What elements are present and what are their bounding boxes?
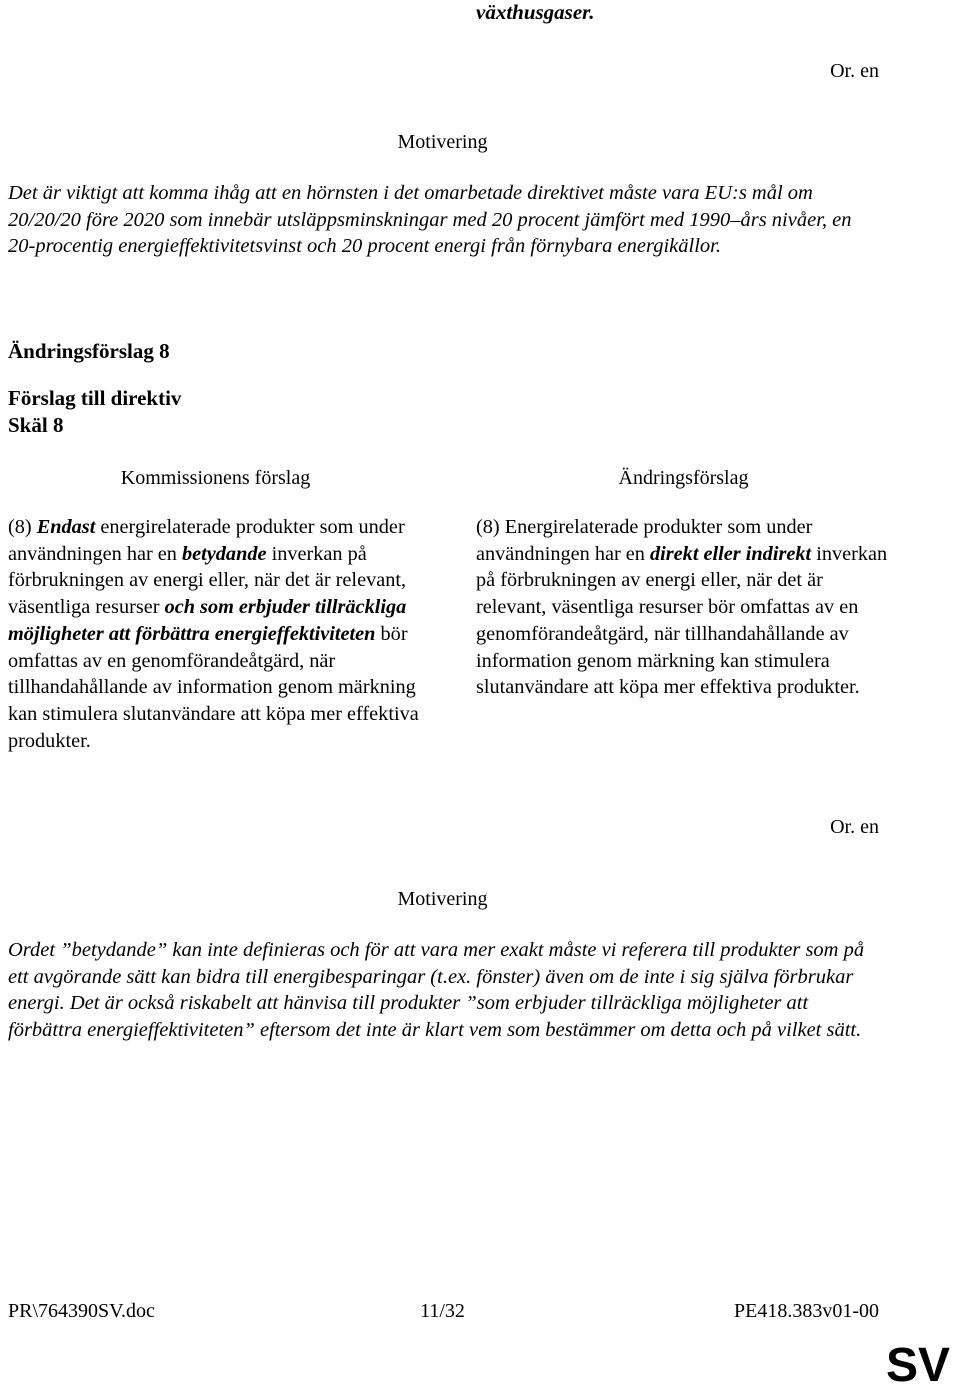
- text-run: bör omfattas av en genomförandeåtgärd, när tillhandahållande av information genom märkning kan stimulera slutanvändare att köpa mer effektiva produkter.: [8, 622, 419, 752]
- justification-title-2: Motivering: [397, 888, 488, 910]
- proposal-line: Förslag till direktiv: [8, 386, 182, 410]
- language-code: SV: [885, 1339, 950, 1392]
- amendment-heading: Ändringsförslag 8: [8, 339, 170, 363]
- original-language-1: Or. en: [830, 60, 879, 82]
- amendment-column-title: Ändringsförslag: [618, 467, 749, 489]
- emphasis-run: och som erbjuder tillräckliga möjligheter att förbättra energieffektiviteten: [8, 596, 407, 645]
- text-run: inverkan på förbrukningen av energi eller, när det är relevant, väsentliga resurser bör omfattas av en genomförandeåtgärd, när tillhandahållande av information genom märkning kan stimulera slutanvändare att köpa mer effektiva produkter.: [476, 542, 888, 699]
- top-text-fragment: växthusgaser.: [476, 0, 595, 24]
- amendment-text: [476, 514, 891, 701]
- text-run: (8): [8, 516, 37, 538]
- justification-title-1: Motivering: [397, 131, 488, 153]
- commission-proposal-title: Kommissionens förslag: [120, 467, 311, 489]
- commission-proposal-text: [8, 514, 423, 754]
- justification-text-1: Det är viktigt att komma ihåg att en hörnsten i det omarbetade direktivet måste vara EU:s mål om 20/20/20 före 2020 som innebär utsläppsminskningar med 20 procent jämfört med 1990–års nivåer, en 20-procentig energieffektivitetsvinst och 20 procent energi från förnybara energikällor.: [8, 182, 852, 257]
- justification-text-2: Ordet ”betydande” kan inte definieras och för att vara mer exakt måste vi referera till produkter som på ett avgörande sätt kan bidra till energibesparingar (t.ex. fönster) även om de inte i sig själva förbrukar energi. Det är också riskabelt att hänvisa till produkter ”som erbjuder tillräckliga möjligheter att förbättra energieffektiviteten” eftersom det inte är klart vem som bestämmer om detta och på vilket sätt.: [8, 939, 865, 1041]
- text-run: inverkan på förbrukningen av energi eller, när det är relevant, väsentliga resurser: [8, 542, 407, 619]
- emphasis-run: direkt eller indirekt: [650, 542, 812, 565]
- footer-page-number: 11/32: [420, 1300, 465, 1322]
- original-language-2: Or. en: [830, 816, 879, 838]
- footer-pe-ref: PE418.383v01-00: [734, 1300, 879, 1322]
- recital-line: Skäl 8: [8, 413, 64, 437]
- emphasis-run: Endast: [36, 516, 96, 538]
- footer-doc-ref: PR\764390SV.doc: [8, 1300, 155, 1322]
- text-run: energirelaterade produkter som under användningen har en: [8, 516, 405, 565]
- text-run: (8) Energirelaterade produkter som under användningen har en: [476, 516, 813, 565]
- emphasis-run: betydande: [182, 542, 267, 565]
